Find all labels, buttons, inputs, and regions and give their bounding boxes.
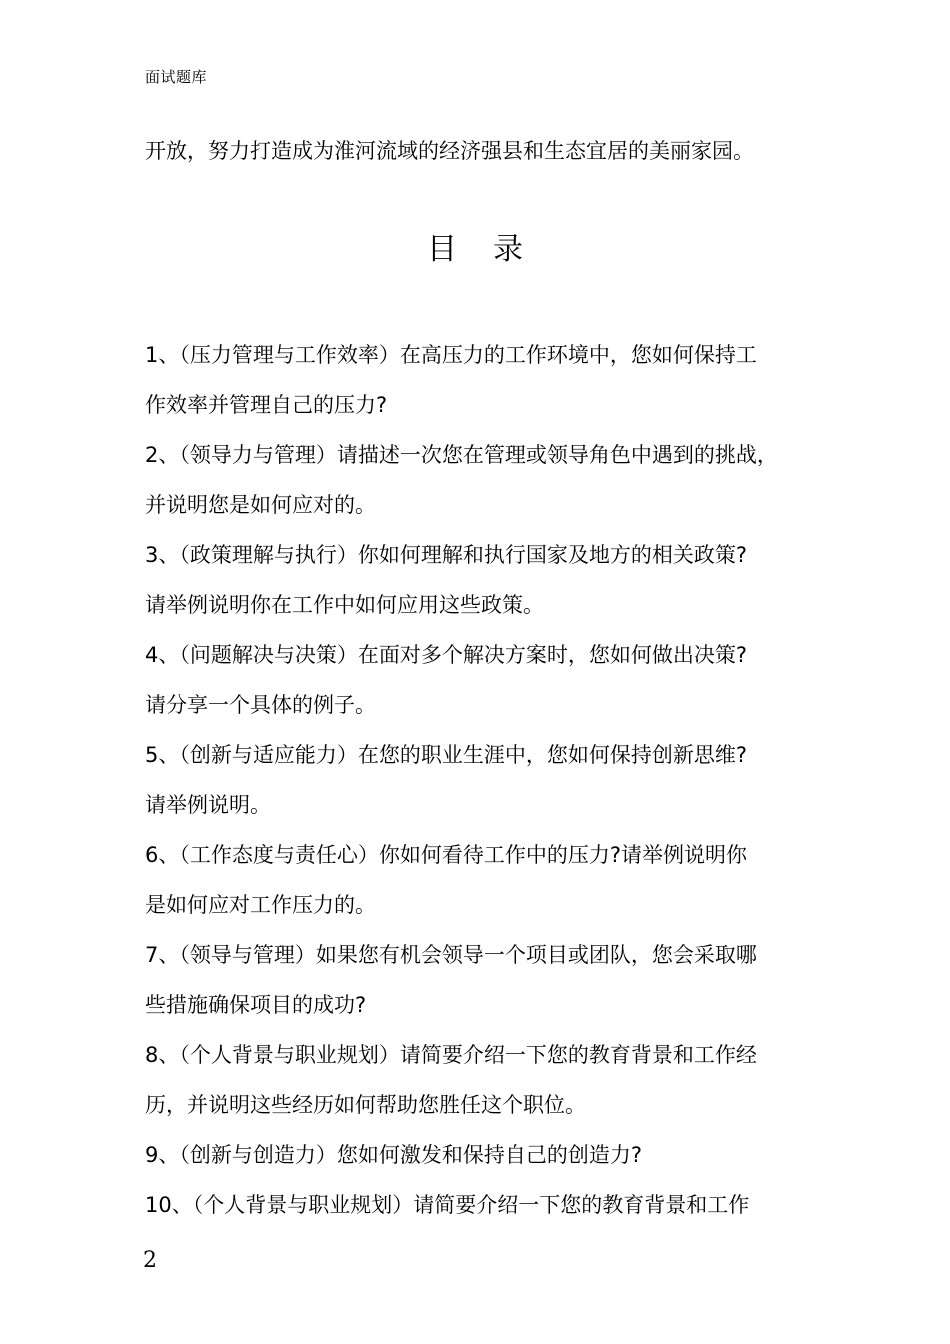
toc-title: 目录 [427, 232, 559, 267]
toc-item-6[interactable] [145, 830, 825, 930]
toc-item-10[interactable] [145, 1180, 825, 1230]
toc-list [145, 330, 825, 1230]
toc-item-line: 1、（压力管理与工作效率）在高压力的工作环境中，您如何保持工 [145, 343, 757, 367]
toc-item-7[interactable] [145, 930, 825, 1030]
running-header: 面试题库 [145, 68, 208, 86]
toc-item-line: 历，并说明这些经历如何帮助您胜任这个职位。 [145, 1093, 586, 1117]
toc-item-line: 3、（政策理解与执行）你如何理解和执行国家及地方的相关政策? [145, 543, 748, 567]
toc-item-line: 并说明您是如何应对的。 [145, 493, 376, 517]
toc-item-line: 请举例说明你在工作中如何应用这些政策。 [145, 593, 544, 617]
toc-item-2[interactable] [145, 430, 825, 530]
toc-item-line: 请分享一个具体的例子。 [145, 693, 376, 717]
intro-paragraph-tail: 开放，努力打造成为淮河流域的经济强县和生态宜居的美丽家园。 [145, 139, 754, 163]
toc-item-line: 4、（问题解决与决策）在面对多个解决方案时，您如何做出决策? [145, 643, 748, 667]
toc-item-line: 5、（创新与适应能力）在您的职业生涯中，您如何保持创新思维? [145, 743, 748, 767]
toc-item-line: 6、（工作态度与责任心）你如何看待工作中的压力?请举例说明你 [145, 843, 748, 867]
toc-item-line: 些措施确保项目的成功? [145, 993, 367, 1017]
toc-item-line: 作效率并管理自己的压力? [145, 393, 388, 417]
toc-item-9[interactable] [145, 1130, 825, 1180]
toc-item-line: 是如何应对工作压力的。 [145, 893, 376, 917]
toc-item-4[interactable] [145, 630, 825, 730]
toc-item-line: 7、（领导与管理）如果您有机会领导一个项目或团队，您会采取哪 [145, 943, 757, 967]
toc-item-line: 10、（个人背景与职业规划）请简要介绍一下您的教育背景和工作 [145, 1193, 750, 1217]
toc-item-8[interactable] [145, 1030, 825, 1130]
toc-item-line: 8、（个人背景与职业规划）请简要介绍一下您的教育背景和工作经 [145, 1043, 757, 1067]
toc-item-line: 2、（领导力与管理）请描述一次您在管理或领导角色中遇到的挑战， [145, 443, 778, 467]
toc-item-3[interactable] [145, 530, 825, 630]
toc-item-5[interactable] [145, 730, 825, 830]
toc-item-1[interactable] [145, 330, 825, 430]
toc-item-line: 9、（创新与创造力）您如何激发和保持自己的创造力? [145, 1143, 643, 1167]
page-number: 2 [143, 1248, 157, 1273]
toc-item-line: 请举例说明。 [145, 793, 271, 817]
